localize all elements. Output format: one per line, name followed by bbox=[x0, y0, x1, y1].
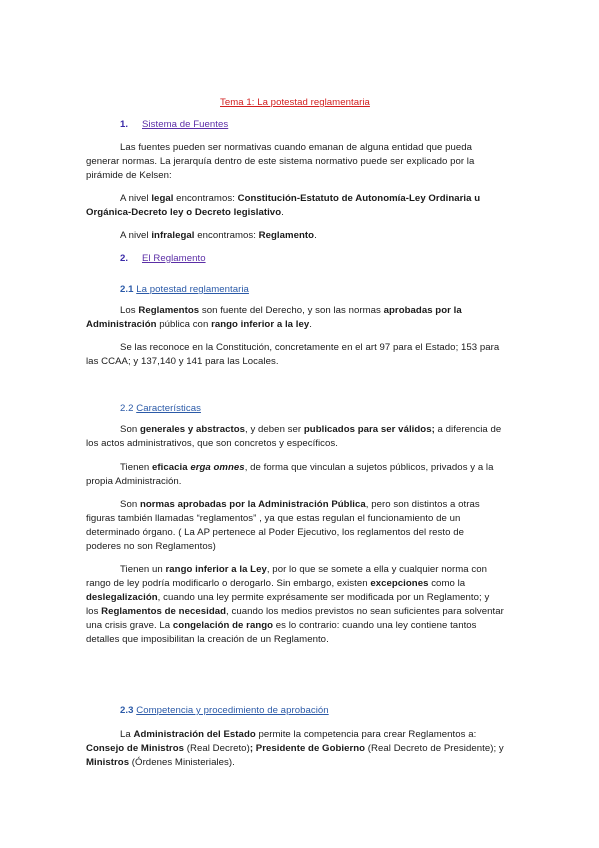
paragraph-nivel-infralegal: A nivel infralegal encontramos: Reglamento. bbox=[120, 230, 317, 241]
section-2-heading: 2. El Reglamento bbox=[120, 253, 206, 264]
subsection-2-3-heading: 2.3 Competencia y procedimiento de aprobación bbox=[120, 705, 329, 716]
subsection-2-1-link[interactable]: La potestad reglamentaria bbox=[136, 284, 249, 295]
document-page: Tema 1: La potestad reglamentaria 1. Sistema de Fuentes Las fuentes pueden ser normativas cuando emanan de alguna entidad que pueda generar normas. La jerarquía dentro de este sistema normativo puede ser explicado por la pirámide de Kelsen: A nivel legal encontramos: Constitución-Estatuto de Autonomía-Ley Ordinaria u Orgánica-Decreto ley o Decreto legislativo. A nivel infralegal encontramos: Reglamento. 2. El Reglamento 2.1 La potestad reglamentaria Los Reglamentos son fuente del Derecho, y son las normas aprobadas por la Administración pública con rango inferior a la ley. Se las reconoce en la Constitución, concretamente en el art 97 para el Estado; 153 para las CCAA; y 137,140 y 141 para las Locales. 2.2 Características Son generales y abstractos, y deben ser publicados para ser válidos; a diferencia de los actos administrativos, que son concretos y específicos. Tienen eficacia erga omnes, de forma que vinculan a sujetos públicos, privados y a la propia Administración. Son normas aprobadas por la Administración Pública, pero son distintos a otras figuras también llamadas “reglamentos” , ya que estas regulan el funcionamiento de un determinado órgano. ( La AP pertenece al Poder Ejecutivo, los reglamentos del resto de poderes no son Reglamentos) Tienen un rango inferior a la Ley, por lo que se somete a ella y cualquier norma con rango de ley podría modificarlo o derogarlo. Sin embargo, existen excepciones como la deslegalización, cuando una ley permite exprésamente ser modificada por un Reglamento; y los Reglamentos de necesidad, cuando los medios previstos no sean suficientes para solventar una crisis grave. La congelación de rango es lo contrario: cuando una ley contiene tantos detalles que imposibilitan la creación de un Reglamento. 2.3 Competencia y procedimiento de aprobación La Administración del Estado permite la competencia para crear Reglamentos a: Consejo de Ministros (Real Decreto); Presidente de Gobierno (Real Decreto de Presidente); y Ministros (Órdenes Ministeriales). bbox=[86, 97, 504, 768]
section-1-link[interactable]: Sistema de Fuentes bbox=[142, 119, 229, 130]
section-2-link[interactable]: El Reglamento bbox=[142, 253, 206, 264]
document-title: Tema 1: La potestad reglamentaria bbox=[220, 97, 370, 108]
subsection-2-2-heading: 2.2 Características bbox=[120, 403, 201, 414]
subsection-2-3-link[interactable]: Competencia y procedimiento de aprobación bbox=[136, 705, 329, 716]
section-1-heading: 1. Sistema de Fuentes bbox=[120, 119, 229, 130]
subsection-2-1-heading: 2.1 La potestad reglamentaria bbox=[120, 284, 249, 295]
subsection-2-2-link[interactable]: Características bbox=[136, 403, 201, 414]
